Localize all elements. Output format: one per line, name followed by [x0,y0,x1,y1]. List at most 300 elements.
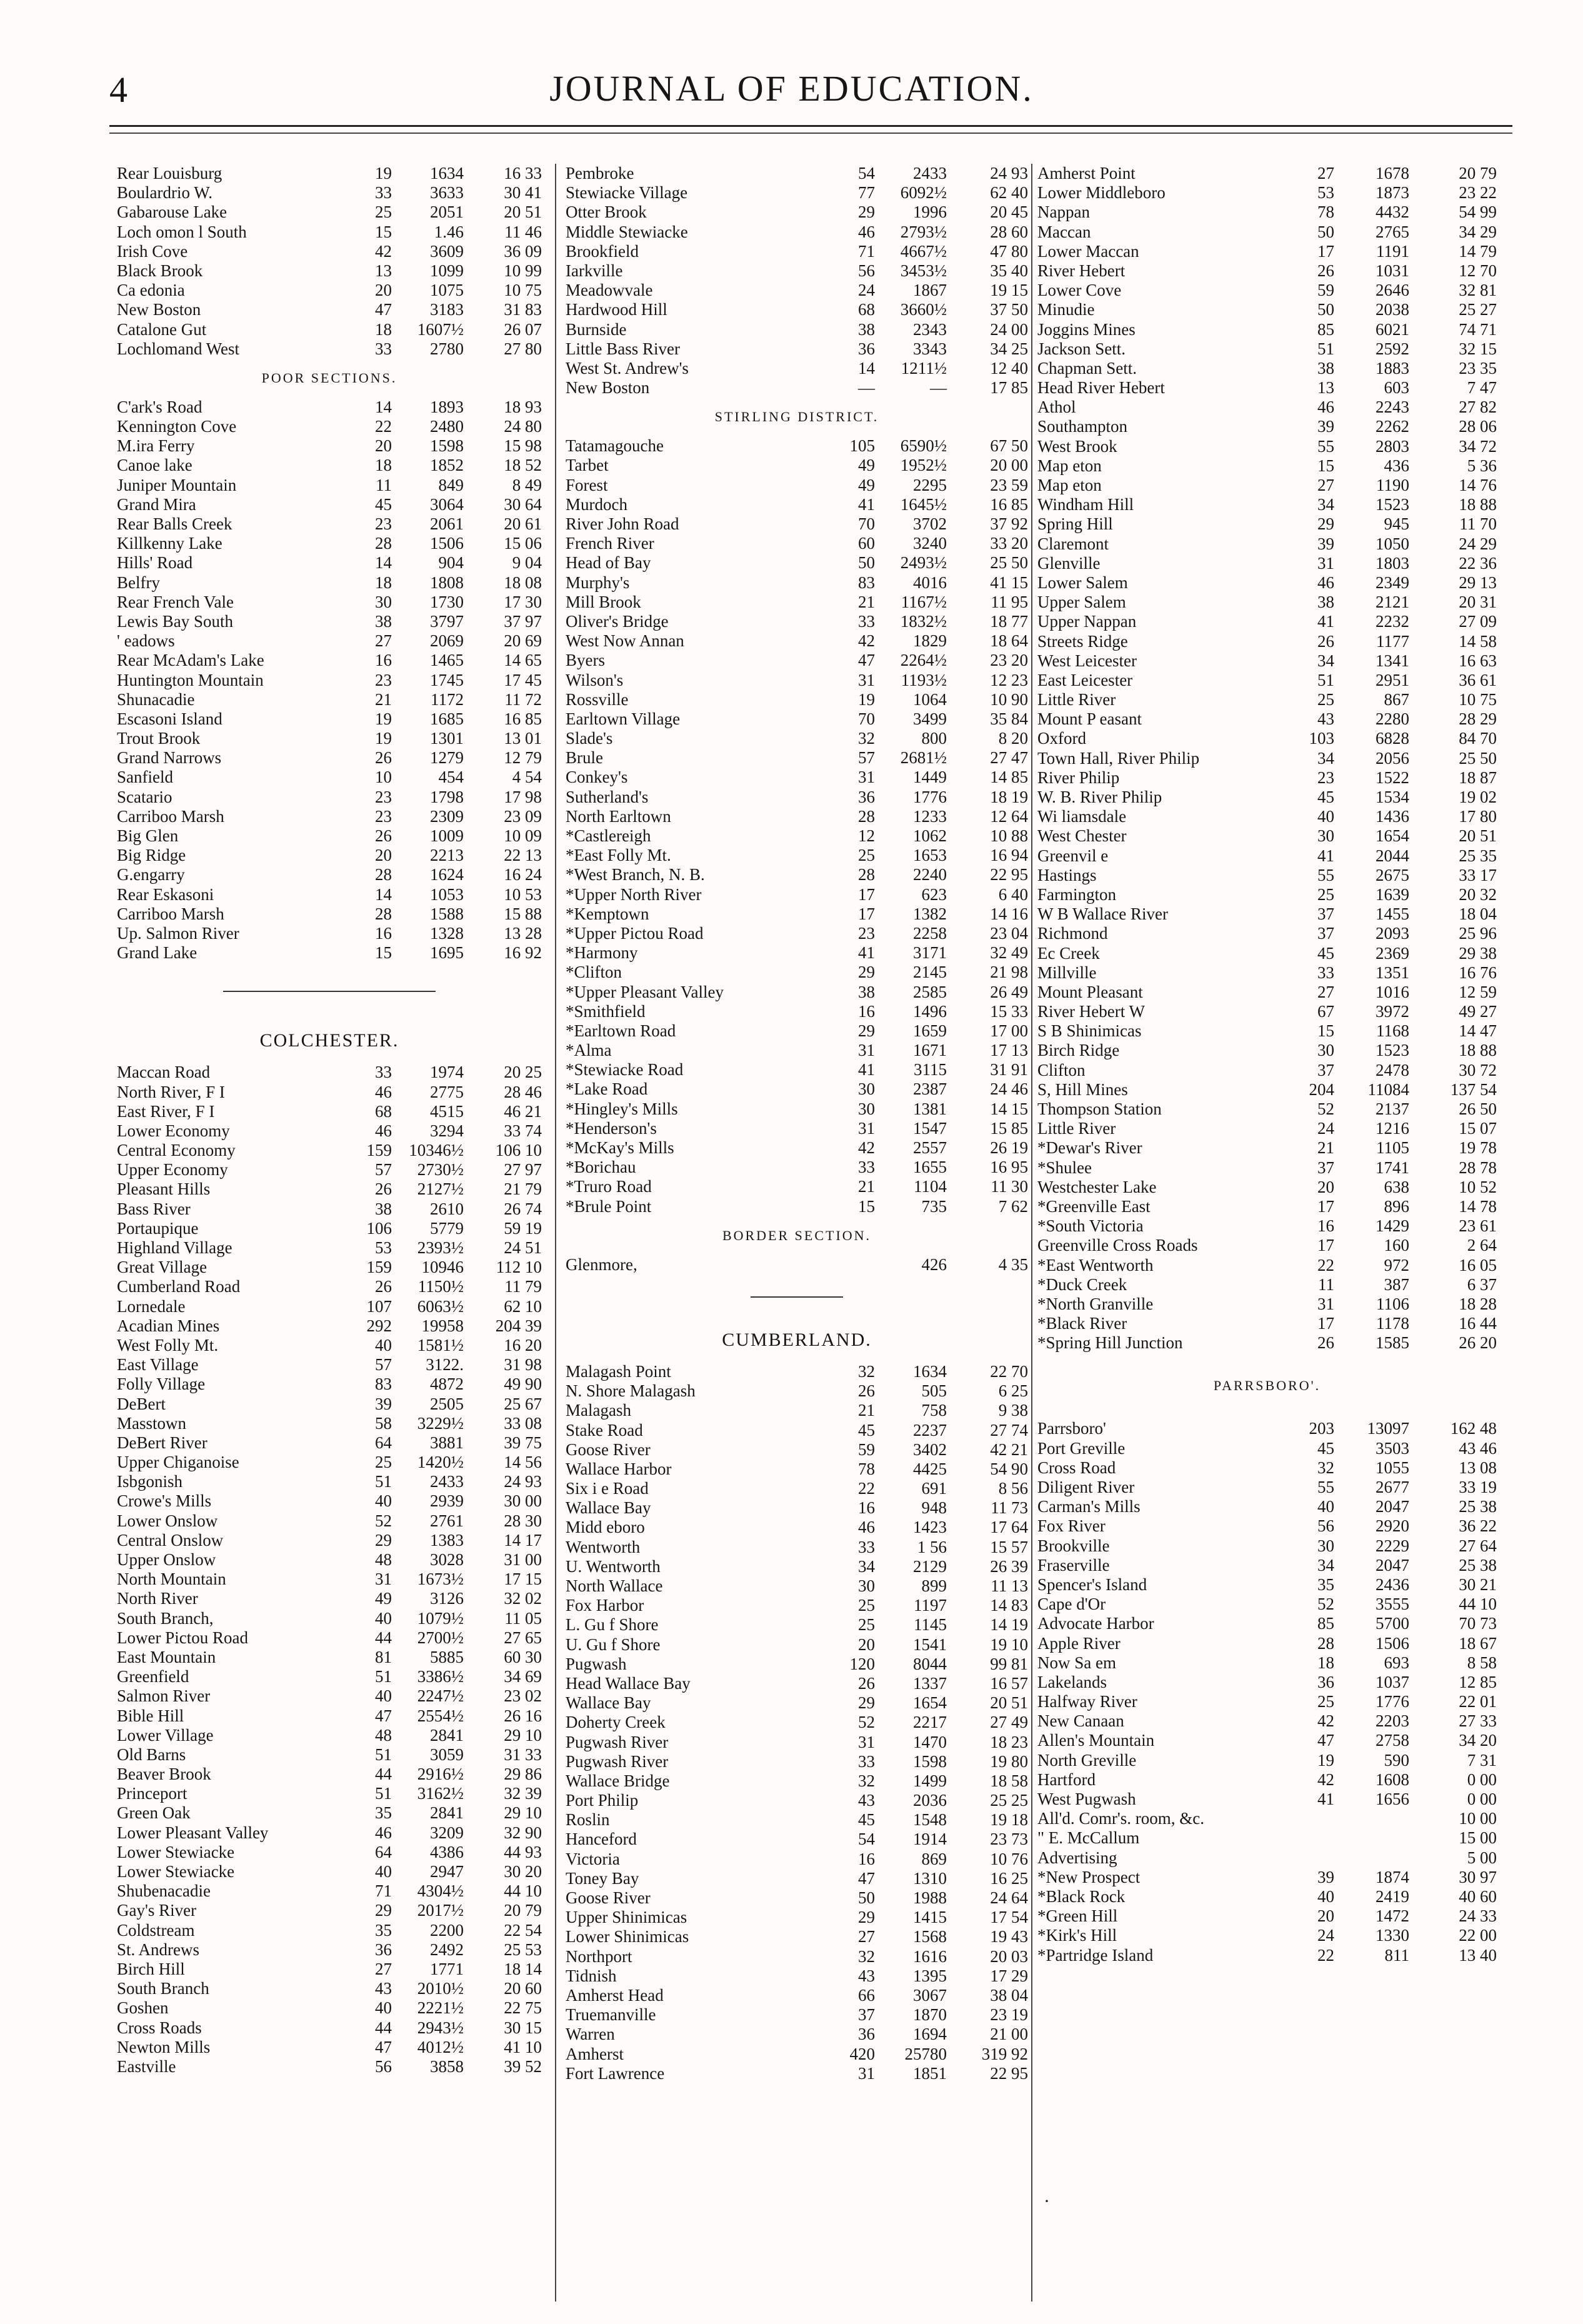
school-name: Lower Maccan [1037,241,1139,261]
table-row [1037,223,1497,242]
table-row [1037,261,1497,281]
table-row [566,300,1028,319]
table-row [117,1238,542,1258]
school-name: Upper Economy [117,1160,228,1180]
school-name: C'ark's Road [117,397,202,416]
attendance-days: 2557 [913,1138,947,1157]
pupils-count: 26 [375,748,392,768]
table-row [566,1138,1028,1158]
table-row [117,320,542,339]
school-name: Brookville [1037,1536,1110,1555]
school-name: North Mountain [117,1570,226,1589]
grant-amount: 17 64 [990,1518,1028,1537]
table-row [117,943,542,963]
table-row [1037,495,1497,514]
pupils-count: 42 [1317,1711,1334,1731]
pupils-count: 17 [1317,1314,1334,1333]
attendance-days: 1607½ [417,319,464,339]
pupils-count: 46 [1317,398,1334,417]
school-name: *Lake Road [566,1079,648,1099]
attendance-days: 1079½ [417,1608,464,1628]
school-name: Joggins Mines [1037,319,1136,339]
grant-amount: 23 19 [990,2005,1028,2025]
table-row [117,1881,542,1901]
grant-amount: 21 00 [990,2025,1028,2044]
grant-amount: 10 88 [990,826,1028,845]
grant-amount: 12 40 [990,358,1028,378]
grant-amount: 20 61 [504,514,542,533]
school-name: Great Village [117,1258,207,1277]
school-name: North River [117,1589,198,1608]
attendance-days: 1429 [1376,1216,1409,1236]
table-row [1037,1080,1497,1099]
attendance-days: 2061 [430,514,464,533]
attendance-days: 2200 [430,1920,464,1940]
attendance-days: 1870 [913,2005,947,2025]
table-row [1037,1138,1497,1158]
attendance-days: 1106 [1376,1294,1409,1313]
school-name: Juniper Mountain [117,475,237,494]
attendance-days: 1310 [913,1868,947,1888]
grant-amount: 26 16 [504,1706,542,1725]
school-name: " E. McCallum [1037,1828,1140,1848]
pupils-count: 14 [375,397,392,416]
grant-amount: 32 81 [1459,281,1497,300]
attendance-days: 2221½ [417,1998,464,2018]
grant-amount: 17 15 [504,1570,542,1589]
pupils-count: 56 [858,261,875,280]
table-row [566,1830,1028,1849]
attendance-days: 436 [1384,456,1409,475]
table-row [1037,281,1497,300]
school-name: *McKay's Mills [566,1138,674,1157]
attendance-days: 2369 [1376,943,1409,963]
grant-amount: 18 93 [504,397,542,416]
pupils-count: 41 [858,494,875,514]
school-name: *Upper North River [566,884,702,904]
pupils-count: 47 [375,300,392,319]
attendance-days: 3881 [430,1433,464,1452]
grant-amount: 84 70 [1459,729,1497,748]
school-name: *Green Hill [1037,1906,1118,1926]
pupils-count: 37 [1317,1158,1334,1177]
grant-amount: 32 15 [1459,339,1497,358]
grant-amount: 5 36 [1467,456,1497,475]
table-row [566,1158,1028,1177]
table-row [1037,1614,1497,1633]
grant-amount: 23 35 [1459,358,1497,378]
grant-amount: 33 74 [504,1121,542,1140]
attendance-days: 2675 [1376,865,1409,884]
attendance-days: 3067 [913,1985,947,2005]
pupils-count: 56 [1317,1516,1334,1536]
school-section-list [566,436,1028,1216]
table-row [566,1752,1028,1771]
table-row [566,1615,1028,1635]
school-name: Doherty Creek [566,1713,666,1732]
grant-amount: 11 13 [991,1576,1028,1595]
attendance-days: 2793½ [900,222,947,241]
grant-amount: 25 50 [990,553,1028,573]
attendance-days: 3229½ [417,1413,464,1433]
grant-amount: 12 64 [990,806,1028,826]
table-row [1037,378,1497,398]
attendance-days: 1037 [1376,1672,1409,1691]
school-name: Glenmore, [566,1255,637,1274]
grant-amount: 25 53 [504,1940,542,1959]
school-name: *Brule Point [566,1196,652,1216]
table-row [117,1823,542,1843]
pupils-count: 11 [376,475,392,494]
table-row [566,1381,1028,1401]
school-name: West Now Annan [566,631,684,651]
grant-amount: 28 06 [1459,417,1497,436]
grant-amount: 16 05 [1459,1255,1497,1275]
pupils-count: 159 [366,1141,392,1160]
school-name: Otter Brook [566,203,647,222]
column-1 [117,164,542,2076]
grant-amount: 20 51 [504,203,542,222]
attendance-days: 2047 [1376,1497,1409,1516]
table-row [1037,1809,1497,1828]
grant-amount: 9 04 [512,553,542,573]
grant-amount: 18 77 [990,611,1028,631]
school-name: Rear Louisburg [117,164,222,183]
pupils-count: 33 [858,611,875,631]
school-name: Now Sa em [1037,1653,1116,1672]
grant-amount: 34 69 [504,1667,542,1686]
school-name: South Branch, [117,1608,214,1628]
school-name: Little River [1037,690,1116,709]
table-row [117,1083,542,1102]
pupils-count: 31 [375,1570,392,1589]
school-name: Map eton [1037,456,1102,475]
pupils-count: 29 [375,1901,392,1920]
grant-amount: 15 33 [990,1001,1028,1021]
attendance-days: 1328 [430,923,464,943]
attendance-days: 1585 [1376,1333,1409,1353]
grant-amount: 29 38 [1459,943,1497,963]
attendance-days: 1216 [1376,1119,1409,1138]
pupils-count: 55 [1317,1478,1334,1496]
pupils-count: 51 [1317,339,1334,358]
pupils-count: 55 [1317,865,1334,884]
school-name: Grand Lake [117,943,197,963]
table-row [566,885,1028,904]
attendance-days: 1873 [1376,183,1409,203]
grant-amount: 31 98 [504,1355,542,1375]
table-row [117,1960,542,1979]
grant-amount: 25 38 [1459,1555,1497,1575]
grant-amount: 162 48 [1450,1419,1497,1438]
pupils-count: 27 [1317,476,1334,494]
attendance-days: 2069 [430,631,464,651]
school-name: West Leicester [1037,651,1137,670]
grant-amount: 19 78 [1459,1138,1497,1158]
table-row [566,709,1028,729]
school-name: *New Prospect [1037,1867,1141,1886]
grant-amount: 30 41 [504,183,542,203]
grant-amount: 38 04 [990,1985,1028,2005]
school-name: Forest [566,475,608,494]
school-name: Ec Creek [1037,943,1100,963]
pupils-count: 31 [858,1041,875,1060]
grant-amount: 6 25 [998,1381,1028,1401]
grant-amount: 137 54 [1450,1079,1497,1099]
attendance-days: 948 [921,1498,947,1518]
pupils-count: 26 [375,826,392,845]
table-row [566,807,1028,826]
school-name: New Boston [117,300,201,319]
table-row [117,748,542,768]
grant-amount: 11 72 [504,689,542,709]
pupils-count: 25 [858,1615,875,1635]
attendance-days: 869 [921,1849,947,1868]
table-row [1037,164,1497,183]
grant-amount: 16 85 [504,709,542,728]
pupils-count: 28 [858,865,875,884]
attendance-days: 1798 [430,787,464,806]
school-name: North Greville [1037,1750,1137,1770]
table-row [1037,1458,1497,1478]
grant-amount: 0 00 [1467,1790,1497,1808]
school-name: Big Glen [117,826,179,845]
table-row [117,1121,542,1141]
school-name: DeBert [117,1394,166,1413]
school-name: French River [566,534,654,553]
table-row [117,1160,542,1180]
grant-amount: 27 47 [990,748,1028,768]
pupils-count: 32 [1317,1458,1334,1477]
grant-amount: 6 40 [998,884,1028,904]
table-row [117,495,542,514]
school-name: Halfway River [1037,1692,1137,1711]
grant-amount: 23 09 [504,806,542,826]
grant-amount: 7 62 [998,1196,1028,1216]
pupils-count: 48 [375,1550,392,1569]
attendance-days: 2681½ [900,748,947,768]
grant-amount: 44 93 [504,1842,542,1861]
table-row [117,885,542,904]
attendance-days: 2232 [1376,612,1409,631]
table-row [566,1041,1028,1060]
attendance-days: 1031 [1376,261,1409,280]
attendance-days: 1 56 [917,1537,947,1556]
table-row [117,1745,542,1765]
pupils-count: 64 [375,1842,392,1861]
grant-amount: 14 15 [990,1099,1028,1118]
school-name: Hills' Road [117,553,193,573]
grant-amount: 18 58 [990,1771,1028,1790]
table-row [117,242,542,261]
grant-amount: 12 70 [1459,261,1497,280]
table-row [1037,1731,1497,1750]
table-row [117,1511,542,1531]
grant-amount: 28 60 [990,222,1028,241]
attendance-days: 2387 [913,1079,947,1099]
pupils-count: 159 [366,1258,392,1277]
attendance-days: 1541 [913,1635,947,1654]
pupils-count: 16 [858,1001,875,1021]
school-name: Old Barns [117,1745,186,1764]
school-name: Carman's Mills [1037,1497,1141,1516]
school-name: Murphy's [566,573,630,592]
attendance-days: 3660½ [900,300,947,319]
school-name: Spring Hill [1037,514,1113,534]
school-name: Wallace Harbor [566,1459,672,1478]
school-name: Brookfield [566,241,639,261]
pupils-count: 30 [375,592,392,611]
pupils-count: 40 [1317,807,1334,826]
pupils-count: 12 [858,826,875,845]
grant-amount: 17 45 [504,670,542,689]
pupils-count: 39 [375,1394,392,1413]
pupils-count: 85 [1317,1614,1334,1633]
attendance-days: 5779 [430,1218,464,1238]
pupils-count: 52 [375,1511,392,1530]
attendance-days: 1506 [430,534,464,553]
pupils-count: 29 [858,1021,875,1040]
table-row [566,1850,1028,1869]
grant-amount: 18 23 [990,1732,1028,1751]
pupils-count: 36 [375,1940,392,1959]
school-name: Mill Brook [566,592,641,611]
table-row [117,1803,542,1823]
pupils-count: 71 [375,1881,392,1901]
pupils-count: 23 [375,514,392,533]
attendance-days: 2280 [1376,709,1409,729]
attendance-days: 1190 [1376,476,1409,494]
attendance-days: 1867 [913,281,947,300]
grant-amount: 24 93 [990,164,1028,183]
school-name: *Black Rock [1037,1886,1126,1906]
grant-amount: 26 74 [504,1199,542,1218]
table-row [566,1733,1028,1752]
grant-amount: 18 14 [504,1959,542,1978]
school-name: Lower Village [117,1725,214,1745]
grant-amount: 20 51 [1459,826,1497,846]
pupils-count: 67 [1317,1002,1334,1021]
grant-amount: 11 70 [1459,514,1497,534]
grant-amount: 20 69 [504,631,542,651]
attendance-days: 6021 [1376,319,1409,339]
grant-amount: 10 75 [504,281,542,300]
table-row [566,1635,1028,1655]
grant-amount: 23 61 [1459,1216,1497,1236]
attendance-days: 2237 [913,1420,947,1440]
table-row [117,593,542,612]
table-row [566,261,1028,281]
grant-amount: 23 22 [1459,183,1497,203]
grant-amount: 22 54 [504,1920,542,1940]
grant-amount: 44 10 [1459,1595,1497,1614]
attendance-days: 1745 [430,670,464,689]
pupils-count: 47 [375,1706,392,1725]
school-name: Portaupique [117,1218,199,1238]
table-row [1037,573,1497,593]
attendance-days: 1694 [913,2025,947,2044]
school-name: Greenvil e [1037,846,1109,865]
school-name: River Hebert W [1037,1002,1145,1021]
attendance-days: 1172 [431,689,464,709]
attendance-days: 2243 [1376,398,1409,417]
pupils-count: 16 [375,923,392,943]
school-name: Kennington Cove [117,417,237,436]
table-row [117,1491,542,1511]
school-name: Burnside [566,319,627,339]
school-name: Pembroke [566,164,634,183]
table-row [566,904,1028,924]
table-row [117,1550,542,1570]
attendance-days: 2920 [1376,1516,1409,1536]
table-row [566,651,1028,670]
school-name: Glenville [1037,553,1101,573]
attendance-days: 945 [1384,514,1409,534]
pupils-count [1278,1828,1334,1848]
pupils-count: 38 [1317,358,1334,378]
attendance-days: 2943½ [417,2018,464,2037]
attendance-days: 2349 [1376,573,1409,592]
column-2 [566,164,1028,2083]
grant-amount: 17 13 [990,1041,1028,1060]
table-row [117,300,542,319]
table-row [566,1557,1028,1576]
table-row [566,1177,1028,1196]
grant-amount: 16 92 [504,943,542,963]
table-row [1037,729,1497,748]
pupils-count: 23 [858,923,875,943]
table-row [1037,1711,1497,1731]
table-row [566,339,1028,359]
grant-amount: 8 49 [512,475,542,494]
school-name: Minudie [1037,300,1095,319]
table-row [566,1079,1028,1099]
grant-amount: 17 30 [504,592,542,611]
table-row [1037,1887,1497,1906]
attendance-days: 1167½ [901,592,947,611]
table-row [1037,709,1497,729]
grant-amount: 10 75 [1459,690,1497,709]
school-name: West Brook [1037,436,1117,456]
attendance-days: 1776 [1376,1692,1409,1711]
table-row [117,1570,542,1589]
school-name: Diligent River [1037,1478,1135,1496]
table-row [1037,904,1497,924]
pupils-count: 39 [1317,417,1334,436]
table-row [566,223,1028,242]
attendance-days: 1016 [1376,982,1409,1001]
table-row [117,1277,542,1296]
grant-amount: 49 27 [1459,1002,1497,1021]
table-row [1037,1236,1497,1255]
grant-amount: 10 09 [504,826,542,845]
grant-amount: 7 31 [1467,1750,1497,1770]
pupils-count: 30 [1317,826,1334,846]
table-row [117,436,542,456]
attendance-days: 2295 [913,475,947,494]
grant-amount: 18 87 [1459,768,1497,787]
table-row [1037,1906,1497,1926]
grant-amount: 13 28 [504,923,542,943]
table-row [117,651,542,670]
table-row [566,164,1028,183]
attendance-days: 1055 [1376,1458,1409,1477]
attendance-days: 1009 [430,826,464,845]
grant-amount: 22 01 [1459,1692,1497,1711]
pupils-count: 26 [375,1277,392,1296]
attendance-days: 3503 [1376,1438,1409,1458]
school-name: Masstown [117,1413,187,1433]
